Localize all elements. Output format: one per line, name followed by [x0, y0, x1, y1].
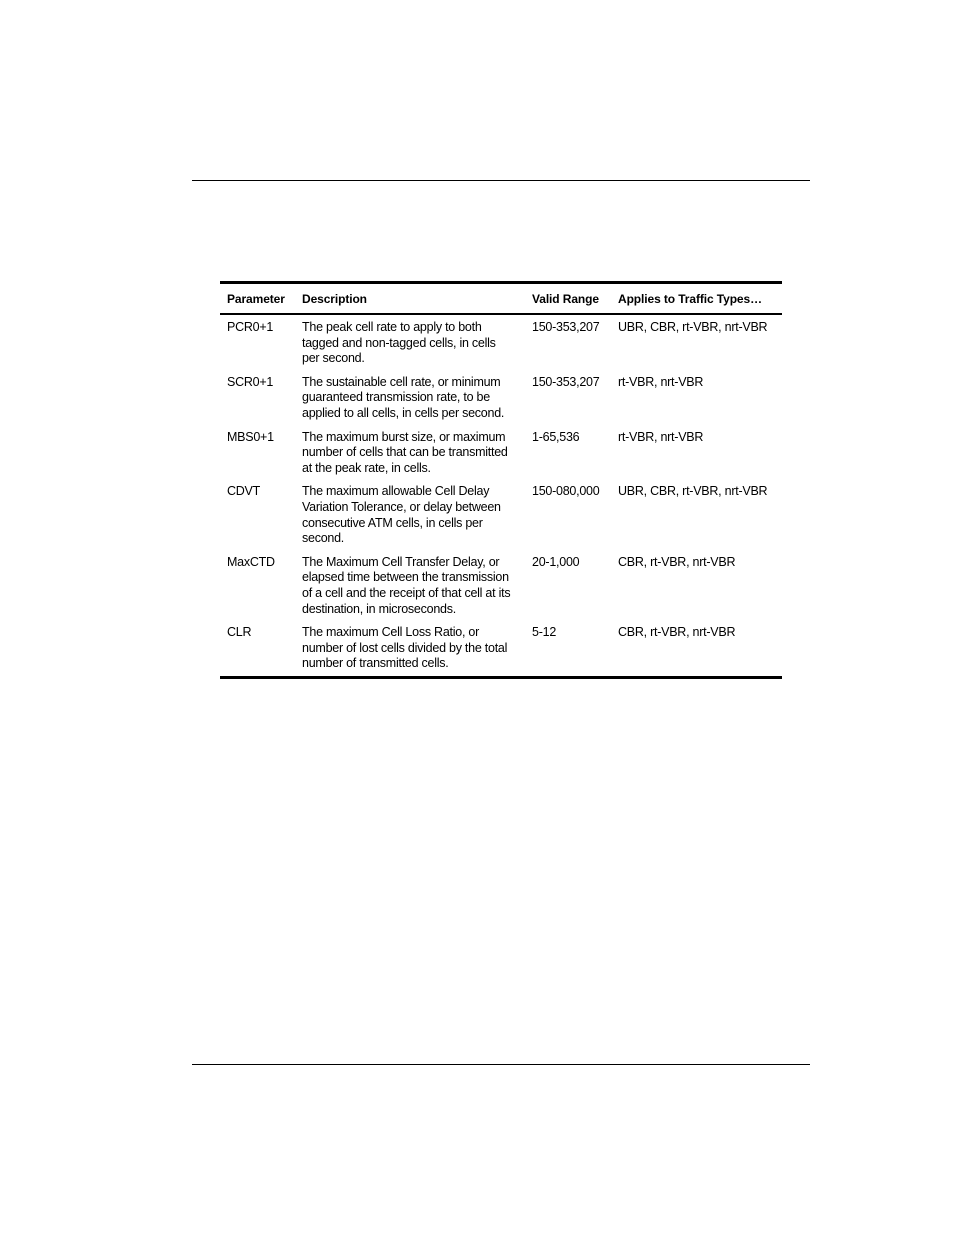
valid-range-cell: 150-353,207	[532, 320, 600, 334]
footer-rule	[192, 1064, 810, 1065]
traffic-types-cell: rt-VBR, nrt-VBR	[618, 374, 704, 389]
description-cell: The maximum burst size, or maximum number of cells that can be transmitted at the peak rate, in cells.	[302, 429, 508, 475]
traffic-types-cell: UBR, CBR, rt-VBR, nrt-VBR	[618, 484, 768, 499]
parameter-cell: MBS0+1	[227, 429, 274, 444]
valid-range-cell: 150-353,207	[532, 374, 600, 389]
valid-range-cell: 20-1,000	[532, 554, 580, 569]
table-row	[220, 430, 782, 485]
description-cell: The sustainable cell rate, or minimum guaranteed transmission rate, to be applied to all cells, in cells per second.	[302, 374, 505, 420]
description-cell: The Maximum Cell Transfer Delay, or elapsed time between the transmission of a cell and the receipt of that cell at its destination, in microseconds.	[302, 554, 511, 616]
table-row	[220, 555, 782, 625]
table-row	[220, 320, 782, 375]
header-applies-to: Applies to Traffic Types…	[618, 292, 762, 306]
header-valid-range: Valid Range	[532, 292, 599, 306]
valid-range-cell: 150-080,000	[532, 484, 600, 499]
table-header	[220, 284, 782, 315]
traffic-types-cell: CBR, rt-VBR, nrt-VBR	[618, 625, 736, 640]
valid-range-cell: 1-65,536	[532, 429, 580, 444]
table-row	[220, 625, 782, 672]
header-description: Description	[302, 292, 367, 306]
traffic-types-cell: UBR, CBR, rt-VBR, nrt-VBR	[618, 320, 768, 334]
parameter-cell: SCR0+1	[227, 374, 274, 389]
parameter-cell: PCR0+1	[227, 320, 274, 334]
parameter-table	[220, 281, 782, 679]
header-rule	[192, 180, 810, 181]
valid-range-cell: 5-12	[532, 625, 557, 640]
parameter-cell: CLR	[227, 625, 252, 640]
description-cell: The maximum allowable Cell Delay Variation Tolerance, or delay between consecutive ATM cells, in cells per second.	[302, 484, 501, 546]
header-parameter: Parameter	[227, 292, 285, 306]
description-cell: The peak cell rate to apply to both tagged and non-tagged cells, in cells per second.	[302, 320, 496, 366]
traffic-types-cell: rt-VBR, nrt-VBR	[618, 429, 704, 444]
table-row	[220, 375, 782, 430]
parameter-cell: CDVT	[227, 484, 261, 499]
table-body	[220, 315, 782, 676]
table-row	[220, 484, 782, 554]
description-cell: The maximum Cell Loss Ratio, or number of lost cells divided by the total number of transmitted cells.	[302, 625, 508, 671]
parameter-cell: MaxCTD	[227, 554, 275, 569]
traffic-types-cell: CBR, rt-VBR, nrt-VBR	[618, 554, 736, 569]
